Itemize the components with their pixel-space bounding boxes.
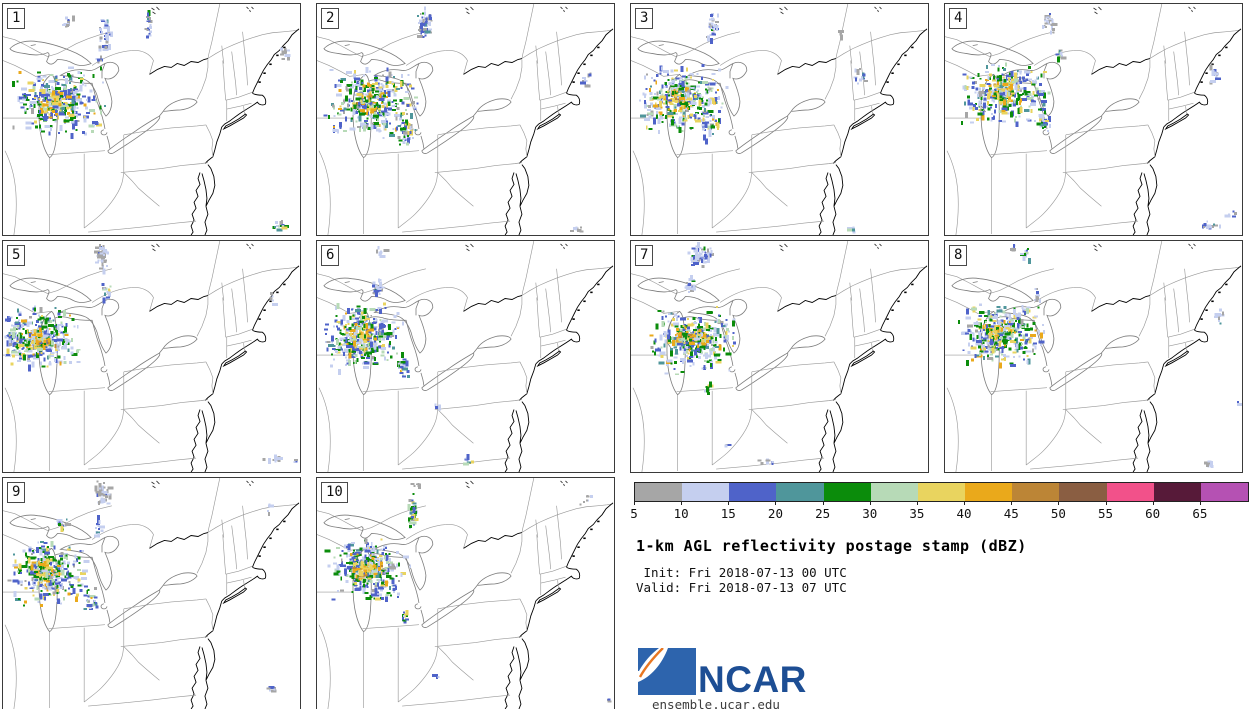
colorbar-tick-label: 20 bbox=[767, 506, 783, 521]
ncar-logo-swoosh-icon bbox=[638, 648, 696, 695]
colorbar-segment bbox=[1107, 483, 1154, 501]
colorbar-tick-label: 10 bbox=[673, 506, 689, 521]
colorbar-segment bbox=[776, 483, 823, 501]
colorbar-tick-label: 60 bbox=[1145, 506, 1161, 521]
ensemble-member-panel-10[interactable] bbox=[316, 477, 615, 709]
ncar-logo bbox=[638, 647, 807, 700]
colorbar-tick-label: 45 bbox=[1003, 506, 1019, 521]
ensemble-member-panel-6[interactable] bbox=[316, 240, 615, 473]
colorbar-tick-label: 30 bbox=[862, 506, 878, 521]
member-map bbox=[631, 241, 928, 472]
colorbar-tick-label: 40 bbox=[956, 506, 972, 521]
member-number-badge: 9 bbox=[7, 482, 25, 503]
member-number-badge: 7 bbox=[635, 245, 653, 266]
reflectivity-colorbar bbox=[634, 482, 1249, 502]
colorbar-tick-label: 25 bbox=[815, 506, 831, 521]
ensemble-member-panel-4[interactable] bbox=[944, 3, 1243, 236]
colorbar-segment bbox=[635, 483, 682, 501]
radar-cells bbox=[324, 246, 474, 466]
colorbar-segment bbox=[729, 483, 776, 501]
ensemble-member-panel-7[interactable] bbox=[630, 240, 929, 473]
member-number-badge: 2 bbox=[321, 8, 339, 29]
radar-cells bbox=[639, 13, 868, 233]
ensemble-member-panel-5[interactable] bbox=[2, 240, 301, 473]
ensemble-member-panel-1[interactable] bbox=[2, 3, 301, 236]
colorbar-segment bbox=[1154, 483, 1201, 501]
ensemble-member-panel-8[interactable] bbox=[944, 240, 1243, 473]
legend-block bbox=[630, 477, 1258, 709]
radar-cells bbox=[7, 480, 276, 692]
member-number-badge: 4 bbox=[949, 8, 967, 29]
member-map bbox=[945, 241, 1242, 472]
ensemble-member-panel-2[interactable] bbox=[316, 3, 615, 236]
colorbar-segment bbox=[1201, 483, 1248, 501]
ensemble-url[interactable]: ensemble.ucar.edu bbox=[652, 697, 780, 709]
radar-cells bbox=[958, 244, 1242, 468]
init-time: Init: Fri 2018-07-13 00 UTC bbox=[636, 565, 847, 580]
member-map bbox=[317, 478, 614, 709]
member-map bbox=[3, 4, 300, 235]
member-map bbox=[317, 241, 614, 472]
colorbar-segment bbox=[965, 483, 1012, 501]
member-map bbox=[945, 4, 1242, 235]
colorbar-tick-label: 15 bbox=[720, 506, 736, 521]
colorbar-segment bbox=[1059, 483, 1106, 501]
member-map bbox=[3, 478, 300, 709]
colorbar-segment bbox=[1012, 483, 1059, 501]
radar-cells bbox=[4, 244, 298, 464]
radar-cells bbox=[650, 242, 774, 465]
colorbar-segment bbox=[918, 483, 965, 501]
colorbar-tick-label: 55 bbox=[1098, 506, 1114, 521]
colorbar-tick-label: 50 bbox=[1050, 506, 1066, 521]
figure-title: 1-km AGL reflectivity postage stamp (dBZ) bbox=[636, 537, 1027, 555]
colorbar-segment bbox=[824, 483, 871, 501]
ensemble-member-panel-9[interactable] bbox=[2, 477, 301, 709]
colorbar-segment bbox=[871, 483, 918, 501]
member-number-badge: 3 bbox=[635, 8, 653, 29]
valid-time: Valid: Fri 2018-07-13 07 UTC bbox=[636, 580, 847, 595]
member-number-badge: 10 bbox=[321, 482, 348, 503]
colorbar-tick-label: 5 bbox=[630, 506, 638, 521]
colorbar-tick-label: 65 bbox=[1192, 506, 1208, 521]
member-number-badge: 6 bbox=[321, 245, 339, 266]
member-number-badge: 8 bbox=[949, 245, 967, 266]
colorbar-segment bbox=[682, 483, 729, 501]
ncar-logo-text: NCAR bbox=[698, 658, 807, 700]
member-map bbox=[631, 4, 928, 235]
ensemble-member-panel-3[interactable] bbox=[630, 3, 929, 236]
member-map bbox=[317, 4, 614, 235]
colorbar-labels bbox=[630, 506, 1247, 521]
colorbar-tick-label: 35 bbox=[909, 506, 925, 521]
member-map bbox=[3, 241, 300, 472]
radar-cells bbox=[324, 483, 611, 702]
radar-cells bbox=[961, 13, 1237, 230]
run-times bbox=[636, 565, 847, 595]
member-number-badge: 1 bbox=[7, 8, 25, 29]
member-number-badge: 5 bbox=[7, 245, 25, 266]
